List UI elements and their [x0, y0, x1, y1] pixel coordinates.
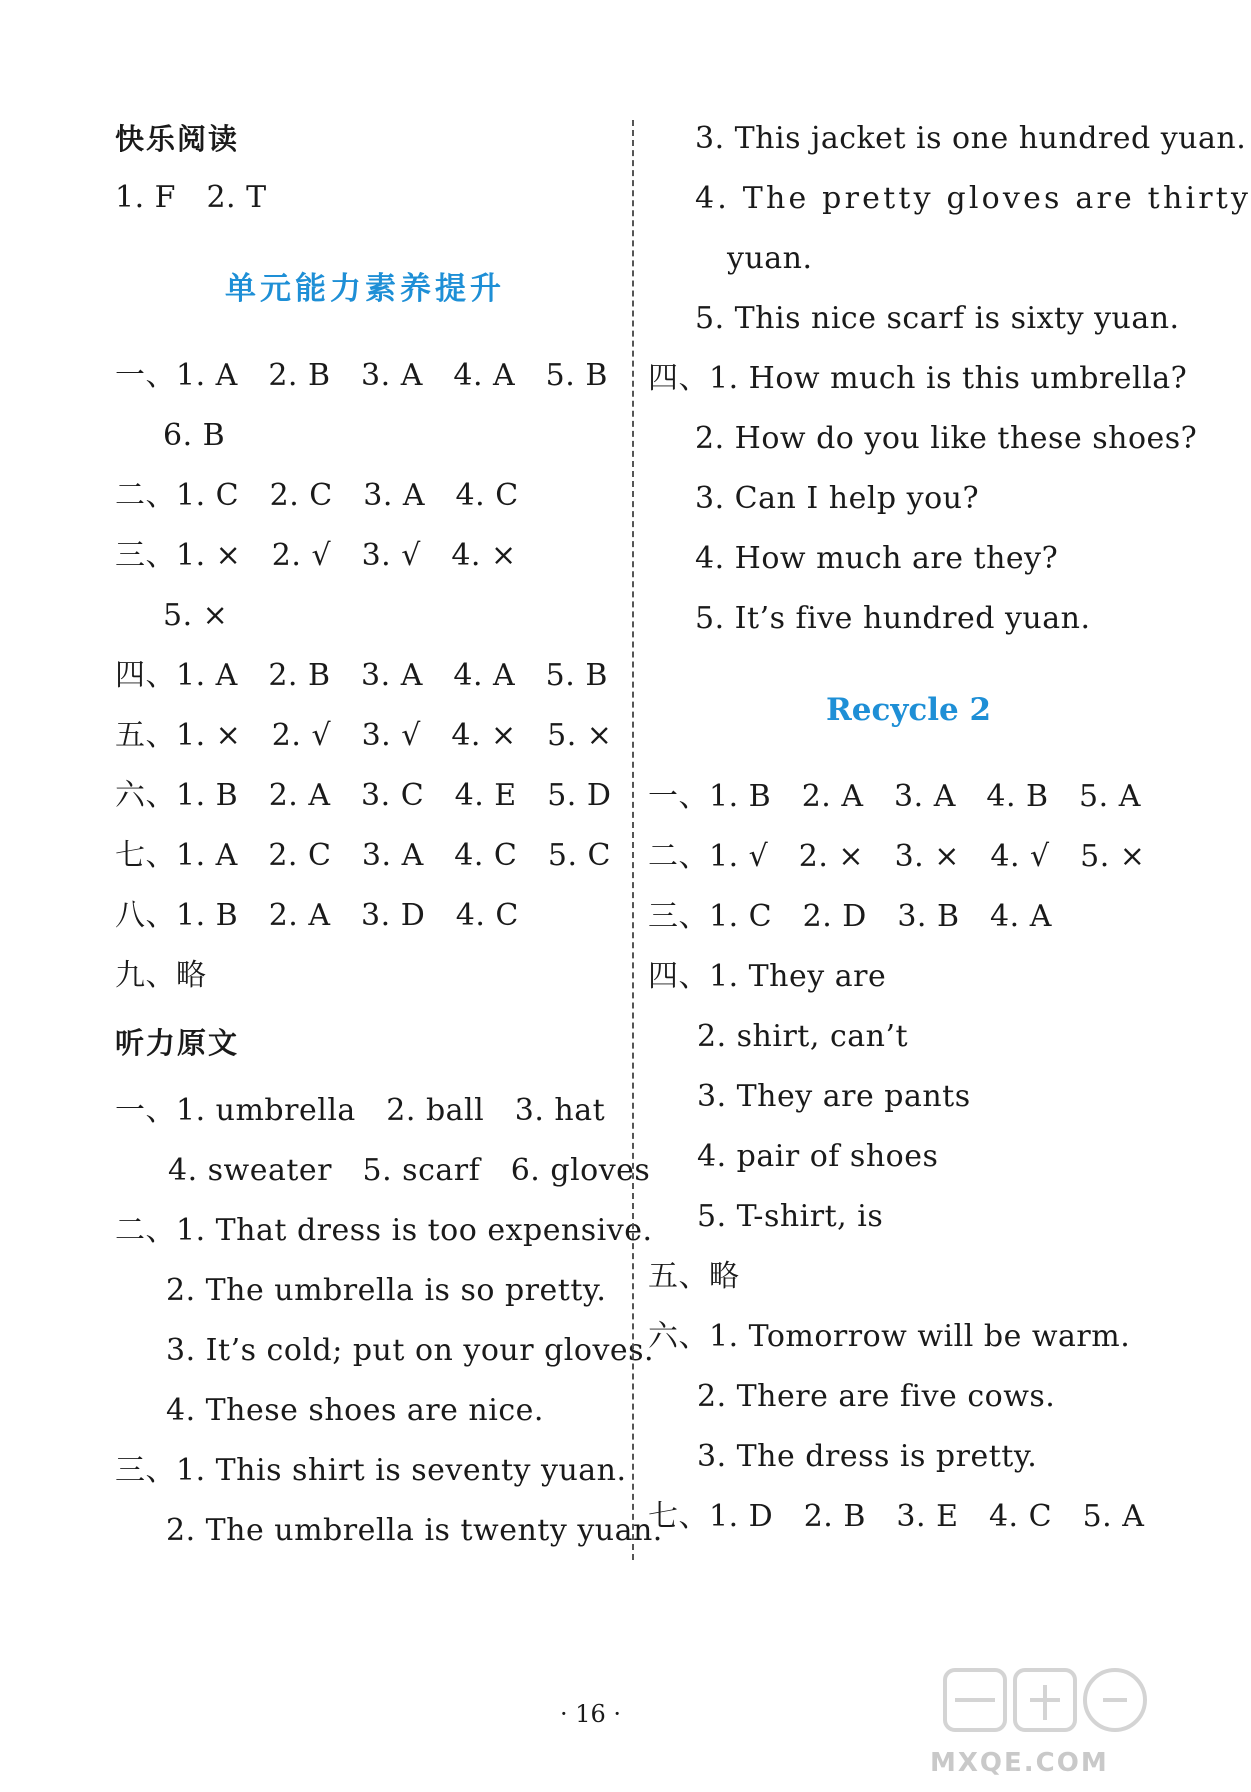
happy-reading-answers: 1. F 2. T [115, 180, 267, 215]
listening-line: 4. sweater 5. scarf 6. gloves [168, 1153, 651, 1188]
recycle-line: 2. shirt, can’t [697, 1019, 909, 1054]
right-answer-line: yuan. [727, 241, 813, 276]
recycle-line: 二、1. √ 2. × 3. × 4. √ 5. × [648, 839, 1146, 874]
unit-answer-line: 6. B [163, 418, 226, 453]
listening-line: 二、1. That dress is too expensive. [115, 1213, 653, 1248]
right-answer-line: 4. The pretty gloves are thirty [695, 181, 1251, 216]
recycle-line: 5. T-shirt, is [697, 1199, 884, 1234]
right-answer-line: 3. Can I help you? [695, 481, 980, 516]
listening-script-title: 听力原文 [115, 1026, 240, 1060]
listening-line: 2. The umbrella is twenty yuan. [166, 1513, 663, 1548]
right-answer-line: 4. How much are they? [695, 541, 1059, 576]
watermark-text: MXQE.COM [930, 1748, 1109, 1778]
unit-answer-line: 二、1. C 2. C 3. A 4. C [115, 478, 519, 513]
recycle-line: 3. They are pants [697, 1079, 971, 1114]
recycle-line: 六、1. Tomorrow will be warm. [648, 1319, 1131, 1354]
unit-ability-title: 单元能力素养提升 [225, 271, 505, 307]
unit-answer-line: 5. × [163, 598, 229, 633]
happy-reading-title: 快乐阅读 [115, 122, 240, 156]
unit-answer-line: 七、1. A 2. C 3. A 4. C 5. C [115, 838, 611, 873]
listening-line: 2. The umbrella is so pretty. [166, 1273, 607, 1308]
unit-answer-line: 六、1. B 2. A 3. C 4. E 5. D [115, 778, 612, 813]
recycle-line: 2. There are five cows. [697, 1379, 1056, 1414]
right-answer-line: 3. This jacket is one hundred yuan. [695, 121, 1247, 156]
unit-answer-line: 一、1. A 2. B 3. A 4. A 5. B [115, 358, 608, 393]
recycle-line: 3. The dress is pretty. [697, 1439, 1038, 1474]
recycle-line: 四、1. They are [648, 959, 887, 994]
recycle-line: 七、1. D 2. B 3. E 4. C 5. A [648, 1499, 1145, 1534]
unit-answer-line: 五、1. × 2. √ 3. √ 4. × 5. × [115, 718, 613, 753]
unit-answer-line: 四、1. A 2. B 3. A 4. A 5. B [115, 658, 608, 693]
right-answer-line: 5. This nice scarf is sixty yuan. [695, 301, 1180, 336]
recycle-line: 五、略 [648, 1259, 740, 1294]
recycle-title: Recycle 2 [826, 692, 992, 728]
unit-answer-line: 三、1. × 2. √ 3. √ 4. × [115, 538, 517, 573]
unit-answer-line: 八、1. B 2. A 3. D 4. C [115, 898, 519, 933]
page-number: · 16 · [559, 1700, 622, 1728]
listening-line: 4. These shoes are nice. [166, 1393, 544, 1428]
listening-line: 一、1. umbrella 2. ball 3. hat [115, 1093, 606, 1128]
listening-line: 3. It’s cold; put on your gloves. [166, 1333, 655, 1368]
unit-answer-line: 九、略 [115, 958, 207, 993]
recycle-line: 4. pair of shoes [697, 1139, 939, 1174]
listening-line: 三、1. This shirt is seventy yuan. [115, 1453, 627, 1488]
column-divider [632, 120, 634, 1560]
recycle-line: 一、1. B 2. A 3. A 4. B 5. A [648, 779, 1141, 814]
right-answer-line: 四、1. How much is this umbrella? [648, 361, 1188, 396]
right-answer-line: 2. How do you like these shoes? [695, 421, 1198, 456]
recycle-line: 三、1. C 2. D 3. B 4. A [648, 899, 1052, 934]
right-answer-line: 5. It’s five hundred yuan. [695, 601, 1091, 636]
